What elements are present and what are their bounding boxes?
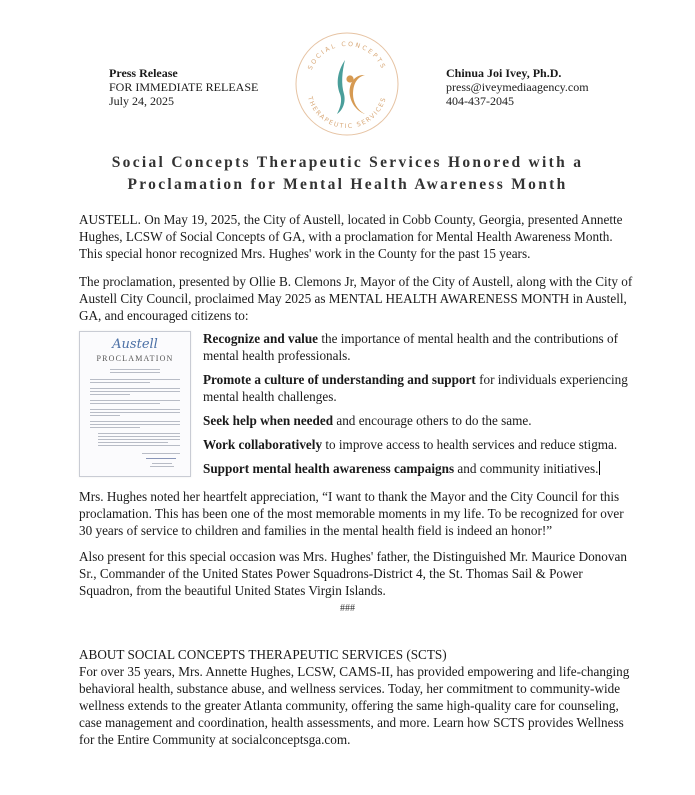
list-item-bold: Support mental health awareness campaigns	[203, 461, 455, 476]
about-paragraph: For over 35 years, Mrs. Annette Hughes, LCSW, CAMS-II, has provided empowering and life-changing behavioral health, substance abuse, and wellness services. Today, her commitment to community-wide wellness extends to the greater Atlanta community, offering the same high-quality care for counseling, case management and coordination, health assessments, and more. Learn how SCTS provides Wellness for the Entire Community at socialconceptsga.com.	[79, 664, 630, 747]
press-release-label: Press Release	[109, 66, 178, 80]
list-item-text: and community initiatives.	[454, 461, 599, 476]
image-text-line	[90, 427, 140, 428]
list-item-bold: Recognize and value	[203, 331, 319, 346]
list-item	[203, 371, 643, 405]
image-text-line	[142, 453, 180, 454]
image-text-line	[98, 433, 180, 434]
image-text-line	[110, 372, 160, 373]
image-text-line	[90, 409, 180, 410]
about-heading: ABOUT SOCIAL CONCEPTS THERAPEUTIC SERVICES (SCTS)	[79, 647, 447, 662]
list-item-text: and encourage others to do the same.	[333, 413, 532, 428]
image-text-line	[110, 369, 160, 370]
contact-email: press@iveymediaagency.com	[446, 80, 589, 94]
image-text-line	[152, 463, 172, 464]
contact-name: Chinua Joi Ivey, Ph.D.	[446, 66, 562, 80]
quote-paragraph: Mrs. Hughes noted her heartfelt appreciation, “I want to thank the Mayor and the City Council for this proclamation. This has been one of the most memorable moments in my life. To be recognized for over 30 years of service to children and families in the mental health field is indeed an honor!”	[79, 489, 624, 538]
list-item	[203, 330, 643, 364]
release-type: FOR IMMEDIATE RELEASE	[109, 80, 259, 94]
proclamation-document-image	[79, 331, 191, 477]
image-text-line	[90, 394, 130, 395]
list-item-bold: Work collaboratively	[203, 437, 323, 452]
release-info	[109, 66, 258, 108]
svg-text:THERAPEUTIC SERVICES: THERAPEUTIC SERVICES	[306, 95, 388, 131]
list-item	[203, 412, 643, 429]
image-text-line	[90, 412, 180, 413]
list-item-text: the importance of mental health and the contributions of mental health professionals.	[203, 331, 618, 363]
image-text-line	[90, 388, 180, 389]
proclamation-paragraph: The proclamation, presented by Ollie B. Clemons Jr, Mayor of the City of Austell, along with the City of Austell City Council, proclaimed May 2025 as MENTAL HEALTH AWARENESS MONTH in Austell, GA, and encouraged citizens to:	[79, 274, 633, 323]
title-line-2: Proclamation for Mental Health Awareness Month	[127, 176, 568, 193]
list-item-text: to improve access to health services and reduce stigma.	[322, 437, 618, 452]
list-item-bold: Promote a culture of understanding and support	[203, 372, 476, 387]
release-date: July 24, 2025	[109, 94, 175, 108]
image-text-line	[90, 424, 180, 425]
citizen-actions-list	[203, 330, 643, 484]
image-text-line	[90, 382, 150, 383]
image-text-line	[90, 403, 160, 404]
page-title	[60, 152, 635, 196]
list-item-bold: Seek help when needed	[203, 413, 334, 428]
signature-line	[146, 458, 176, 459]
image-text-line	[90, 400, 180, 401]
list-item-text: for individuals experiencing mental health challenges.	[203, 372, 628, 404]
media-contact	[446, 66, 589, 108]
contact-phone: 404-437-2045	[446, 94, 514, 108]
svg-text:SOCIAL CONCEPTS: SOCIAL CONCEPTS	[306, 40, 388, 72]
image-text-line	[98, 436, 180, 437]
list-item	[203, 460, 643, 477]
text-cursor[interactable]	[599, 461, 600, 475]
attendees-paragraph: Also present for this special occasion was Mrs. Hughes' father, the Distinguished Mr. Maurice Donovan Sr., Commander of the United States Power Squadrons-District 4, the St. Thomas Sail & Power Squadron, from the beautiful United States Virgin Islands.	[79, 549, 627, 598]
image-text-line	[90, 421, 180, 422]
image-text-line	[90, 379, 180, 380]
proclamation-image-title: PROCLAMATION	[96, 354, 174, 363]
image-text-line	[98, 439, 180, 440]
image-text-line	[98, 442, 168, 443]
list-item	[203, 436, 643, 453]
image-text-line	[90, 415, 120, 416]
image-text-line	[150, 466, 174, 467]
social-concepts-logo-icon	[293, 28, 401, 136]
austell-script-logo: Austell	[112, 337, 158, 352]
image-text-line	[98, 445, 180, 446]
end-separator: ###	[340, 603, 355, 614]
intro-paragraph: AUSTELL. On May 19, 2025, the City of Austell, located in Cobb County, Georgia, presented Annette Hughes, LCSW of Social Concepts of GA, with a proclamation for Mental Health Awareness Month. This special honor recognized Mrs. Hughes' work in the County for the past 15 years.	[79, 212, 623, 261]
title-line-1: Social Concepts Therapeutic Services Honored with a	[111, 154, 584, 171]
image-text-line	[90, 391, 180, 392]
